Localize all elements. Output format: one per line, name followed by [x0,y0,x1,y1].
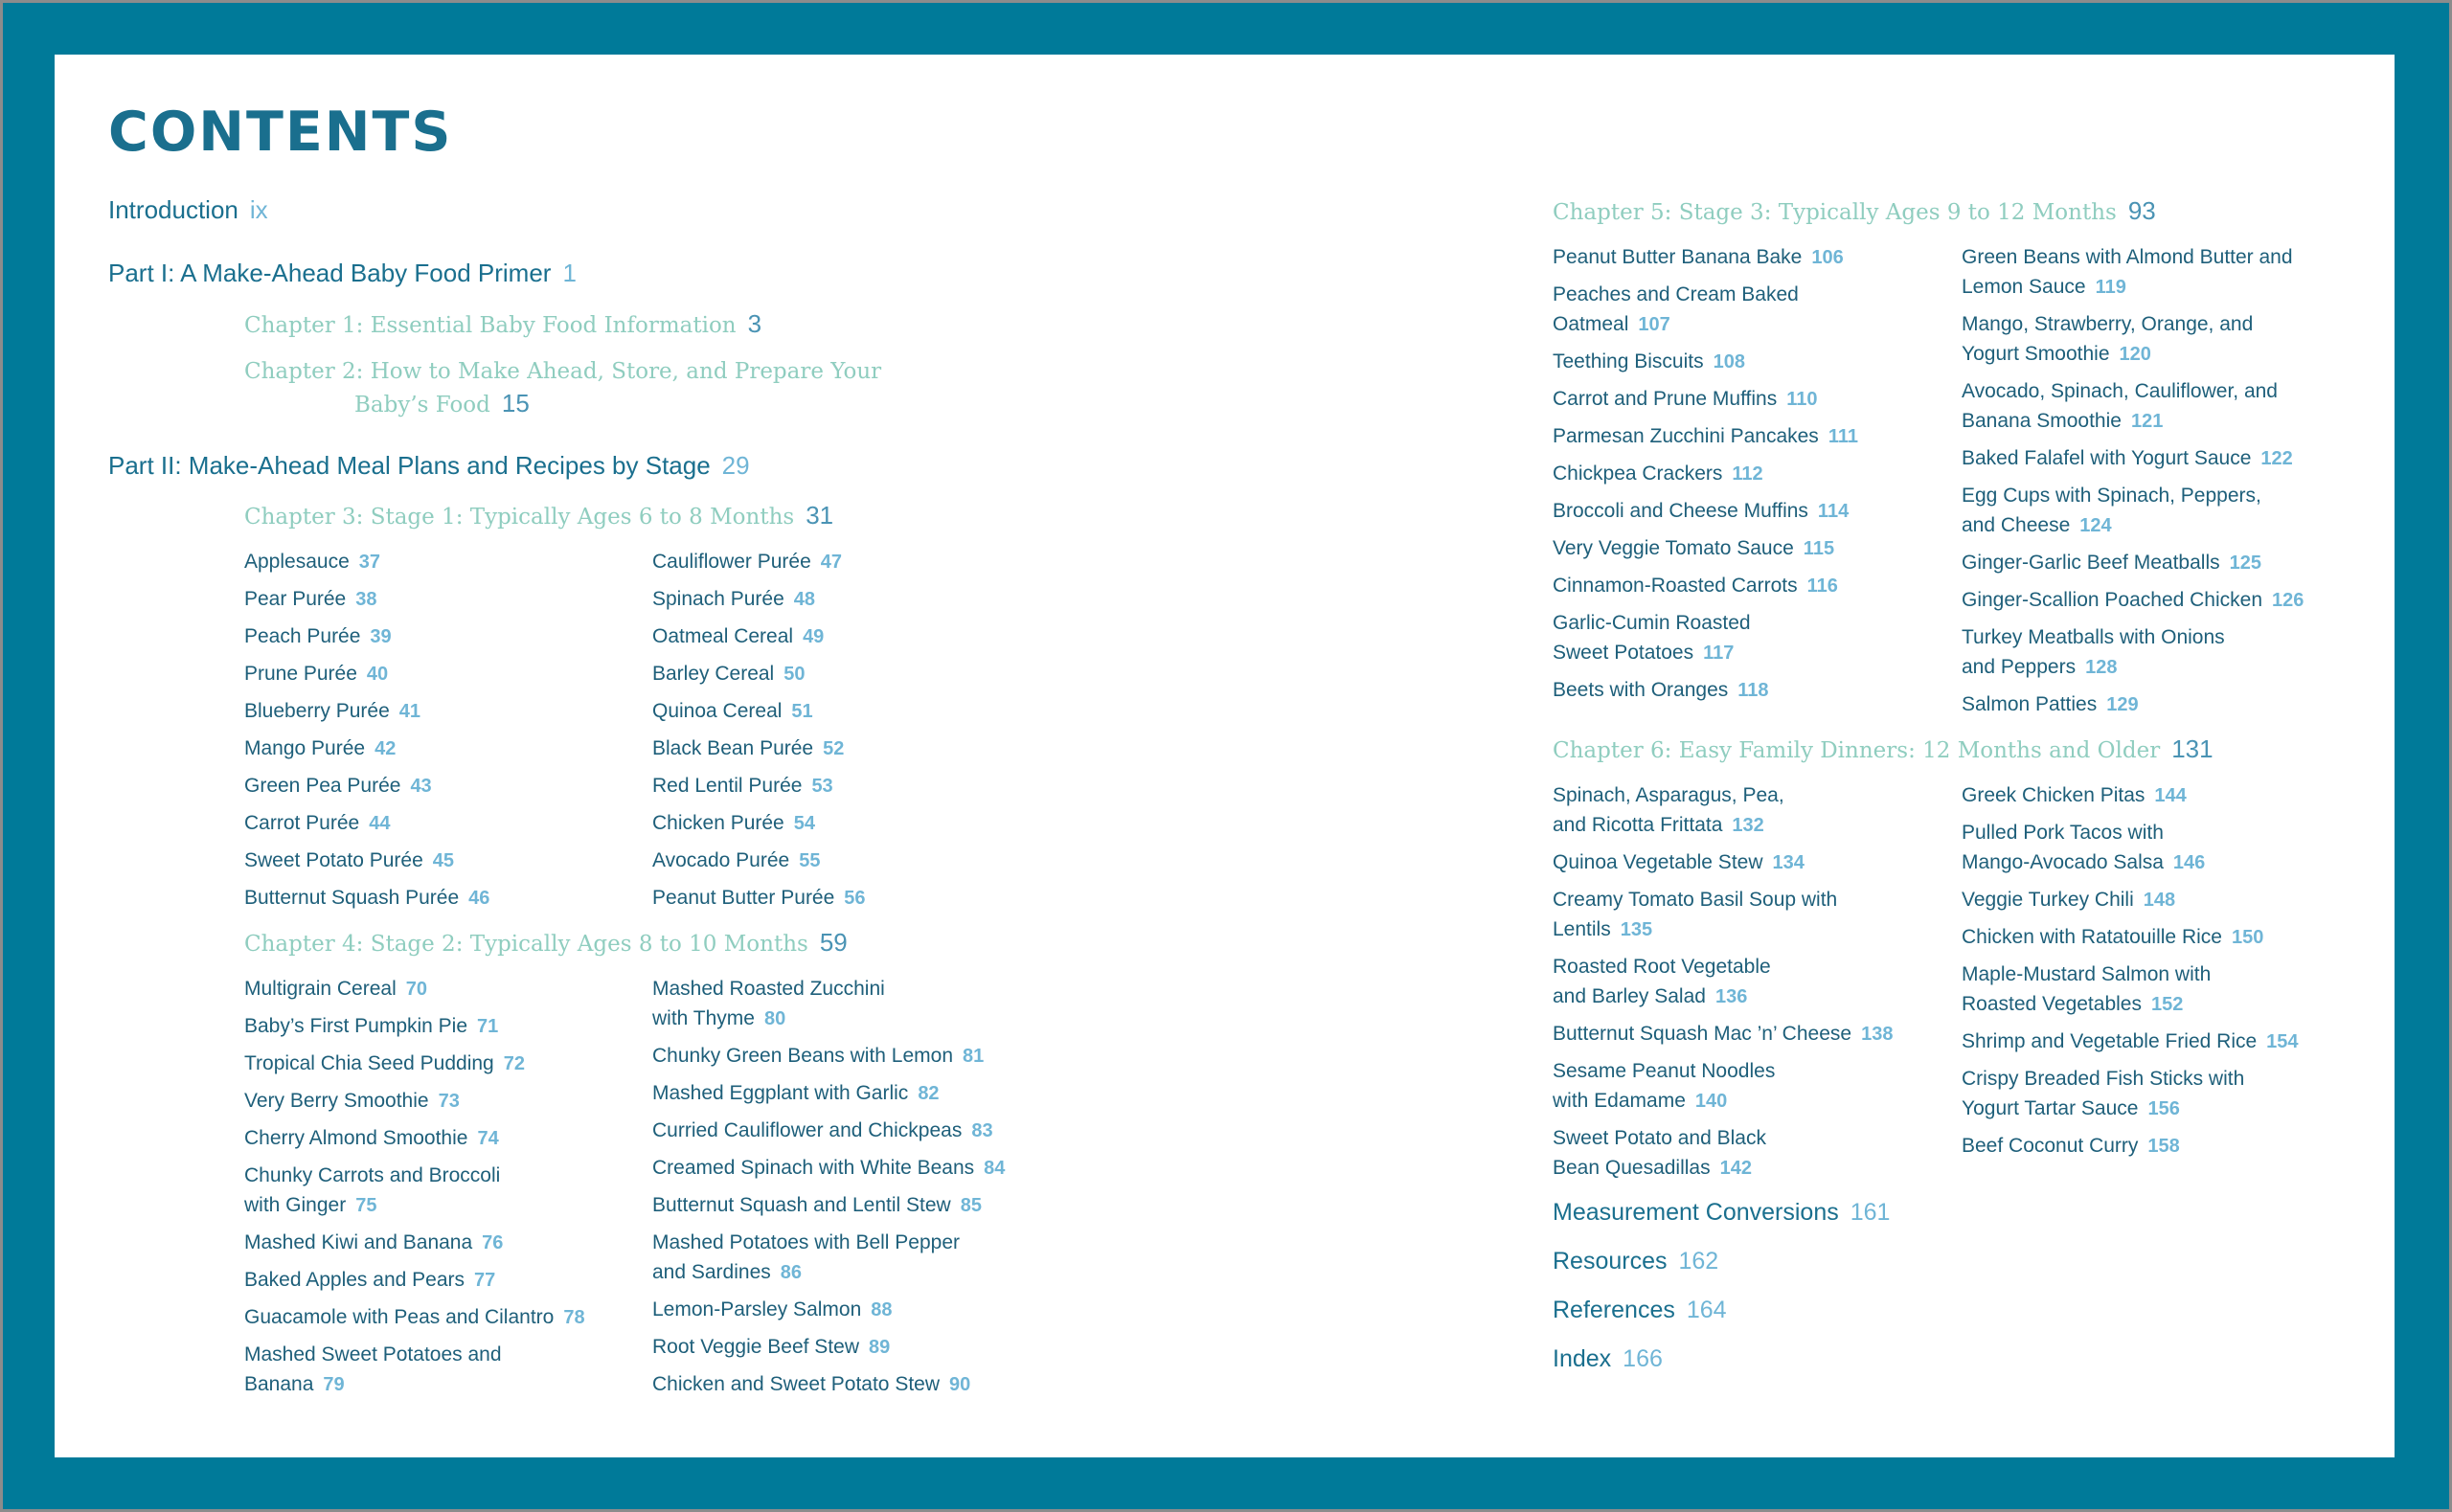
recipe-title: Lemon Sauce [1962,276,2086,298]
recipe-title-line1: Sweet Potato and Black [1553,1127,1766,1149]
recipe-title: Avocado Purée [652,849,790,871]
recipe-entry[interactable] [1553,280,1858,340]
recipe-entry[interactable] [244,1086,585,1117]
recipe-entry[interactable] [244,1049,585,1079]
recipe-title: Baked Falafel with Yogurt Sauce [1962,447,2252,469]
recipe-title-line1: Mashed Sweet Potatoes and [244,1343,502,1365]
recipe-entry[interactable] [244,771,489,801]
recipe-page-number: 136 [1714,986,1748,1007]
recipe-page-number: 50 [783,664,806,685]
recipe-title: Broccoli and Cheese Muffins [1553,500,1808,522]
toc-entry-label: Measurement Conversions [1553,1199,1839,1226]
toc-chapter-4[interactable] [244,927,848,960]
recipe-title: Red Lentil Purée [652,775,803,797]
recipe-page-number: 70 [405,979,427,1000]
toc-page-number: 93 [2127,196,2156,225]
recipe-entry[interactable] [244,621,489,652]
recipe-title: Barley Cereal [652,663,775,685]
recipe-list [1962,242,2304,727]
recipe-entry[interactable] [244,696,489,727]
recipe-title: Lentils [1553,918,1611,940]
recipe-page-number: 120 [2119,344,2151,365]
recipe-entry[interactable] [652,883,866,914]
toc-entry-label: Resources [1553,1248,1668,1275]
recipe-page-number: 108 [1713,351,1745,372]
recipe-page-number: 90 [949,1374,971,1395]
recipe-title: Peanut Butter Banana Bake [1553,246,1803,268]
recipe-page-number: 112 [1732,463,1763,485]
recipe-page-number: 76 [482,1232,504,1253]
recipe-title-line1: Garlic-Cumin Roasted [1553,612,1751,634]
recipe-title: Black Bean Purée [652,737,814,759]
recipe-title: Sweet Potatoes [1553,642,1694,664]
recipe-title-line1: Mashed Potatoes with Bell Pepper [652,1231,961,1253]
recipe-title: Shrimp and Vegetable Fried Rice [1962,1030,2258,1052]
recipe-title: Parmesan Zucchini Pancakes [1553,425,1819,447]
recipe-page-number: 140 [1694,1091,1728,1112]
toc-entry-label: Index [1553,1345,1612,1372]
recipe-entry[interactable] [244,1011,585,1042]
recipe-title-line1: Chunky Carrots and Broccoli [244,1164,501,1186]
recipe-entry[interactable] [1962,1027,2299,1057]
toc-entry-label: Chapter 6: Easy Family Dinners: 12 Months and Older [1553,738,2161,763]
recipe-title: Chicken with Ratatouille Rice [1962,926,2222,948]
recipe-entry[interactable] [652,808,866,839]
recipe-page-number: 125 [2229,553,2261,574]
recipe-title: Quinoa Vegetable Stew [1553,851,1763,873]
recipe-entry[interactable] [1553,1056,1893,1117]
recipe-page-number: 89 [868,1337,891,1358]
recipe-page-number: 41 [398,701,420,722]
recipe-title-line1: Roasted Root Vegetable [1553,956,1771,978]
recipe-page-number: 37 [358,552,380,573]
recipe-title: Ginger-Scallion Poached Chicken [1962,589,2263,611]
recipe-entry[interactable] [1962,1131,2299,1162]
toc-page-number: 59 [819,928,848,957]
toc-chapter-2[interactable] [244,356,881,421]
recipe-page-number: 124 [2079,515,2112,536]
recipe-page-number: 48 [793,589,816,610]
toc-page-number: 162 [1678,1248,1719,1275]
recipe-page-number: 117 [1703,643,1735,664]
recipe-title: Cauliflower Purée [652,551,811,573]
recipe-title: Very Veggie Tomato Sauce [1553,537,1794,559]
recipe-entry[interactable] [1962,242,2304,303]
recipe-title: Banana [244,1373,314,1395]
recipe-entry[interactable] [652,1078,1005,1109]
recipe-page-number: 132 [1732,815,1764,836]
recipe-entry[interactable] [244,1228,585,1258]
recipe-entry[interactable] [1962,481,2304,541]
recipe-title: with Thyme [652,1007,755,1029]
recipe-title: and Ricotta Frittata [1553,814,1723,836]
recipe-title: Butternut Squash and Lentil Stew [652,1194,951,1216]
recipe-page-number: 79 [323,1374,345,1395]
recipe-title: Creamed Spinach with White Beans [652,1157,975,1179]
recipe-entry[interactable] [652,621,866,652]
recipe-title: and Cheese [1962,514,2071,536]
recipe-entry[interactable] [1553,675,1858,706]
recipe-page-number: 128 [2085,657,2118,678]
recipe-title-line1: Egg Cups with Spinach, Peppers, [1962,485,2261,507]
recipe-page-number: 122 [2260,448,2293,469]
recipe-entry[interactable] [1553,347,1858,377]
recipe-entry[interactable] [1962,818,2299,878]
recipe-entry[interactable] [244,1123,585,1154]
recipe-entry[interactable] [244,1302,585,1333]
toc-page-number: 131 [2171,734,2214,763]
recipe-page-number: 38 [355,589,377,610]
recipe-title: Quinoa Cereal [652,700,783,722]
recipe-title: Baby’s First Pumpkin Pie [244,1015,468,1037]
toc-page-number: 161 [1850,1199,1891,1226]
toc-page-number: ix [249,195,268,224]
recipe-entry[interactable] [1962,689,2304,720]
toc-entry-label: Chapter 1: Essential Baby Food Information [244,313,737,338]
recipe-entry[interactable] [244,1340,585,1400]
toc-entry-label-line2: Baby’s Food [354,393,490,417]
recipe-entry[interactable] [244,1161,585,1221]
recipe-title: Mango-Avocado Salsa [1962,851,2164,873]
recipe-entry[interactable] [652,547,866,577]
toc-entry-label: Chapter 5: Stage 3: Typically Ages 9 to 12 Months [1553,200,2117,225]
recipe-entry[interactable] [244,584,489,615]
recipe-entry[interactable] [1553,571,1858,601]
recipe-title-line1: Sesame Peanut Noodles [1553,1060,1776,1082]
toc-chapter-6[interactable] [1553,733,2214,767]
recipe-entry[interactable] [1962,885,2299,915]
recipe-title: Green Pea Purée [244,775,401,797]
recipe-entry[interactable] [1553,885,1893,945]
recipe-title-line1: Turkey Meatballs with Onions [1962,626,2225,648]
recipe-page-number: 51 [791,701,813,722]
recipe-page-number: 118 [1737,680,1769,701]
recipe-entry[interactable] [244,1265,585,1296]
recipe-page-number: 126 [2272,590,2304,611]
recipe-page-number: 47 [820,552,842,573]
recipe-page-number: 84 [984,1158,1006,1179]
toc-measurement-conversions[interactable] [1553,1199,1890,1227]
recipe-list [652,547,866,920]
recipe-list [652,974,1005,1407]
recipe-page-number: 146 [2172,852,2206,873]
recipe-entry[interactable] [1553,421,1858,452]
toc-page-number: 1 [562,259,577,287]
recipe-title: Curried Cauliflower and Chickpeas [652,1119,963,1141]
recipe-title: Beets with Oranges [1553,679,1729,701]
recipe-title: Roasted Vegetables [1962,993,2142,1015]
recipe-entry[interactable] [652,846,866,876]
recipe-entry[interactable] [1553,780,1893,841]
recipe-page-number: 150 [2231,927,2264,948]
recipe-page-number: 115 [1803,538,1835,559]
recipe-entry[interactable] [1962,548,2304,578]
recipe-page-number: 134 [1772,852,1805,873]
toc-page-number: 164 [1686,1297,1727,1323]
recipe-entry[interactable] [1962,376,2304,437]
toc-page-number: 29 [721,451,750,480]
recipe-page-number: 43 [410,776,432,797]
recipe-entry[interactable] [1553,608,1858,668]
recipe-entry[interactable] [244,846,489,876]
toc-entry-label: References [1553,1297,1675,1323]
recipe-entry[interactable] [244,659,489,689]
recipe-page-number: 135 [1620,919,1653,940]
recipe-title: Greek Chicken Pitas [1962,784,2146,806]
recipe-page-number: 73 [438,1091,460,1112]
recipe-page-number: 83 [971,1120,993,1141]
recipe-title: and Peppers [1962,656,2077,678]
recipe-page-number: 86 [780,1262,803,1283]
toc-page-number: 15 [501,389,530,417]
recipe-page-number: 77 [474,1270,496,1291]
recipe-list [1962,780,2299,1168]
recipe-entry[interactable] [244,974,585,1004]
toc-entry-label-line1: Chapter 2: How to Make Ahead, Store, and Prepare Your [244,359,882,384]
recipe-title-line1: Creamy Tomato Basil Soup with [1553,889,1838,911]
recipe-entry[interactable] [1553,384,1858,415]
toc-part-2[interactable] [108,451,750,481]
recipe-title: Tropical Chia Seed Pudding [244,1052,494,1074]
recipe-page-number: 52 [823,738,845,759]
recipe-page-number: 110 [1786,389,1818,410]
recipe-page-number: 72 [503,1053,525,1074]
recipe-title: Bean Quesadillas [1553,1157,1711,1179]
recipe-entry[interactable] [1962,622,2304,683]
recipe-entry[interactable] [652,771,866,801]
recipe-page-number: 158 [2147,1136,2180,1157]
recipe-page-number: 88 [871,1299,893,1320]
recipe-entry[interactable] [1962,922,2299,953]
recipe-entry[interactable] [1962,443,2304,474]
toc-page-number: 3 [747,309,762,338]
page-title: CONTENTS [108,101,453,164]
recipe-title-line1: Peaches and Cream Baked [1553,283,1799,305]
recipe-entry[interactable] [1553,847,1893,878]
recipe-title-line1: Crispy Breaded Fish Sticks with [1962,1068,2245,1090]
recipe-title: Blueberry Purée [244,700,390,722]
recipe-entry[interactable] [1962,959,2299,1020]
recipe-title-line1: Avocado, Spinach, Cauliflower, and [1962,380,2278,402]
recipe-title-line1: Mango, Strawberry, Orange, and [1962,313,2254,335]
recipe-entry[interactable] [1553,533,1858,564]
toc-page-number: 166 [1623,1345,1663,1372]
recipe-entry[interactable] [1962,309,2304,370]
recipe-entry[interactable] [1962,1064,2299,1124]
recipe-entry[interactable] [244,808,489,839]
toc-chapter-3[interactable] [244,500,833,533]
recipe-title: Very Berry Smoothie [244,1090,429,1112]
recipe-page-number: 85 [960,1195,982,1216]
recipe-title: Peanut Butter Purée [652,887,835,909]
recipe-entry[interactable] [652,1369,1005,1400]
recipe-page-number: 53 [811,776,833,797]
toc-index[interactable] [1553,1345,1663,1373]
recipe-entry[interactable] [244,547,489,577]
recipe-page-number: 152 [2150,994,2184,1015]
recipe-entry[interactable] [652,1228,1005,1288]
recipe-entry[interactable] [1553,242,1858,273]
recipe-page-number: 121 [2130,411,2164,432]
recipe-page-number: 81 [963,1046,985,1067]
recipe-entry[interactable] [652,696,866,727]
recipe-title: Prune Purée [244,663,357,685]
recipe-list [1553,242,1858,712]
recipe-page-number: 54 [793,813,815,834]
recipe-page-number: 39 [370,626,392,647]
recipe-title: Banana Smoothie [1962,410,2122,432]
recipe-title: Chicken Purée [652,812,784,834]
recipe-page-number: 80 [763,1008,786,1029]
recipe-title: Multigrain Cereal [244,978,397,1000]
recipe-title: Mashed Kiwi and Banana [244,1231,473,1253]
recipe-entry[interactable] [244,733,489,764]
recipe-title: Lemon-Parsley Salmon [652,1298,862,1320]
recipe-title: Peach Purée [244,625,361,647]
recipe-entry[interactable] [652,1041,1005,1072]
recipe-title: Cinnamon-Roasted Carrots [1553,575,1798,597]
recipe-page-number: 49 [803,626,825,647]
recipe-title: Yogurt Tartar Sauce [1962,1097,2139,1119]
recipe-entry[interactable] [652,1116,1005,1146]
recipe-entry[interactable] [1962,780,2299,811]
recipe-title: Ginger-Garlic Beef Meatballs [1962,552,2220,574]
recipe-title: Teething Biscuits [1553,350,1704,372]
recipe-title: Chicken and Sweet Potato Stew [652,1373,941,1395]
recipe-entry[interactable] [1962,585,2304,616]
recipe-page-number: 138 [1861,1024,1894,1045]
recipe-entry[interactable] [1553,496,1858,527]
recipe-page-number: 46 [468,888,490,909]
recipe-entry[interactable] [1553,1019,1893,1049]
toc-resources[interactable] [1553,1248,1718,1275]
recipe-page-number: 156 [2147,1098,2180,1119]
recipe-page-number: 44 [369,813,391,834]
recipe-title: Yogurt Smoothie [1962,343,2110,365]
recipe-title: Chickpea Crackers [1553,463,1723,485]
recipe-title: Mashed Eggplant with Garlic [652,1082,909,1104]
recipe-page-number: 144 [2154,785,2187,806]
recipe-list [244,547,489,920]
toc-introduction[interactable] [108,195,268,225]
recipe-page-number: 45 [432,850,455,871]
recipe-page-number: 74 [477,1128,499,1149]
recipe-title: Carrot and Prune Muffins [1553,388,1778,410]
recipe-entry[interactable] [652,1332,1005,1363]
recipe-title: and Barley Salad [1553,985,1706,1007]
recipe-page-number: 40 [366,664,389,685]
recipe-page-number: 106 [1811,247,1844,268]
recipe-entry[interactable] [652,1153,1005,1184]
recipe-title: with Edamame [1553,1090,1686,1112]
recipe-page-number: 42 [375,738,397,759]
recipe-entry[interactable] [652,733,866,764]
toc-entry-label: Chapter 4: Stage 2: Typically Ages 8 to 10 Months [244,932,808,957]
recipe-title: Butternut Squash Purée [244,887,460,909]
recipe-page-number: 107 [1638,314,1670,335]
recipe-page-number: 82 [918,1083,940,1104]
toc-page-number: 31 [806,501,834,530]
recipe-page-number: 116 [1806,575,1838,597]
recipe-page-number: 111 [1828,426,1858,447]
recipe-title-line1: Pulled Pork Tacos with [1962,822,2164,844]
recipe-entry[interactable] [1553,952,1893,1012]
recipe-page-number: 142 [1719,1158,1752,1179]
recipe-title: Carrot Purée [244,812,360,834]
recipe-title: Oatmeal Cereal [652,625,794,647]
recipe-title: Spinach Purée [652,588,784,610]
recipe-title: Baked Apples and Pears [244,1269,465,1291]
recipe-page-number: 55 [799,850,821,871]
recipe-page-number: 148 [2143,890,2176,911]
recipe-title-line1: Maple-Mustard Salmon with [1962,963,2212,985]
recipe-entry[interactable] [1553,459,1858,489]
recipe-title-line1: Spinach, Asparagus, Pea, [1553,784,1784,806]
recipe-page-number: 114 [1817,501,1850,522]
recipe-page-number: 71 [477,1016,499,1037]
recipe-page-number: 75 [355,1195,377,1216]
recipe-title: Applesauce [244,551,350,573]
recipe-entry[interactable] [652,1190,1005,1221]
recipe-entry[interactable] [244,883,489,914]
recipe-title-line1: Green Beans with Almond Butter and [1962,246,2293,268]
recipe-title: and Sardines [652,1261,771,1283]
toc-entry-label: Part II: Make-Ahead Meal Plans and Recipes by Stage [108,451,711,480]
recipe-title: Butternut Squash Mac ’n’ Cheese [1553,1023,1852,1045]
recipe-title: Pear Purée [244,588,347,610]
toc-entry-label: Chapter 3: Stage 1: Typically Ages 6 to 8 Months [244,505,795,530]
toc-entry-label: Introduction [108,195,238,224]
recipe-page-number: 154 [2266,1031,2299,1052]
recipe-entry[interactable] [652,1295,1005,1325]
recipe-title: Cherry Almond Smoothie [244,1127,468,1149]
toc-part-1[interactable] [108,259,577,288]
toc-entry-label: Part I: A Make-Ahead Baby Food Primer [108,259,552,287]
recipe-title: Oatmeal [1553,313,1629,335]
toc-chapter-5[interactable] [1553,195,2156,229]
recipe-title: Veggie Turkey Chili [1962,889,2134,911]
recipe-entry[interactable] [1553,1123,1893,1184]
recipe-title: Mango Purée [244,737,366,759]
recipe-title: Root Veggie Beef Stew [652,1336,859,1358]
recipe-list [244,974,585,1407]
recipe-title: Chunky Green Beans with Lemon [652,1045,954,1067]
recipe-title: with Ginger [244,1194,347,1216]
recipe-entry[interactable] [652,584,866,615]
recipe-title: Guacamole with Peas and Cilantro [244,1306,555,1328]
toc-references[interactable] [1553,1297,1727,1324]
recipe-entry[interactable] [652,974,1005,1034]
toc-chapter-1[interactable] [244,308,761,342]
recipe-page-number: 129 [2106,694,2139,715]
recipe-title: Salmon Patties [1962,693,2098,715]
recipe-page-number: 119 [2095,277,2126,298]
recipe-list [1553,780,1893,1190]
recipe-title-line1: Mashed Roasted Zucchini [652,978,885,1000]
recipe-page-number: 56 [844,888,866,909]
recipe-page-number: 78 [563,1307,585,1328]
recipe-title: Beef Coconut Curry [1962,1135,2139,1157]
recipe-entry[interactable] [652,659,866,689]
recipe-title: Sweet Potato Purée [244,849,423,871]
